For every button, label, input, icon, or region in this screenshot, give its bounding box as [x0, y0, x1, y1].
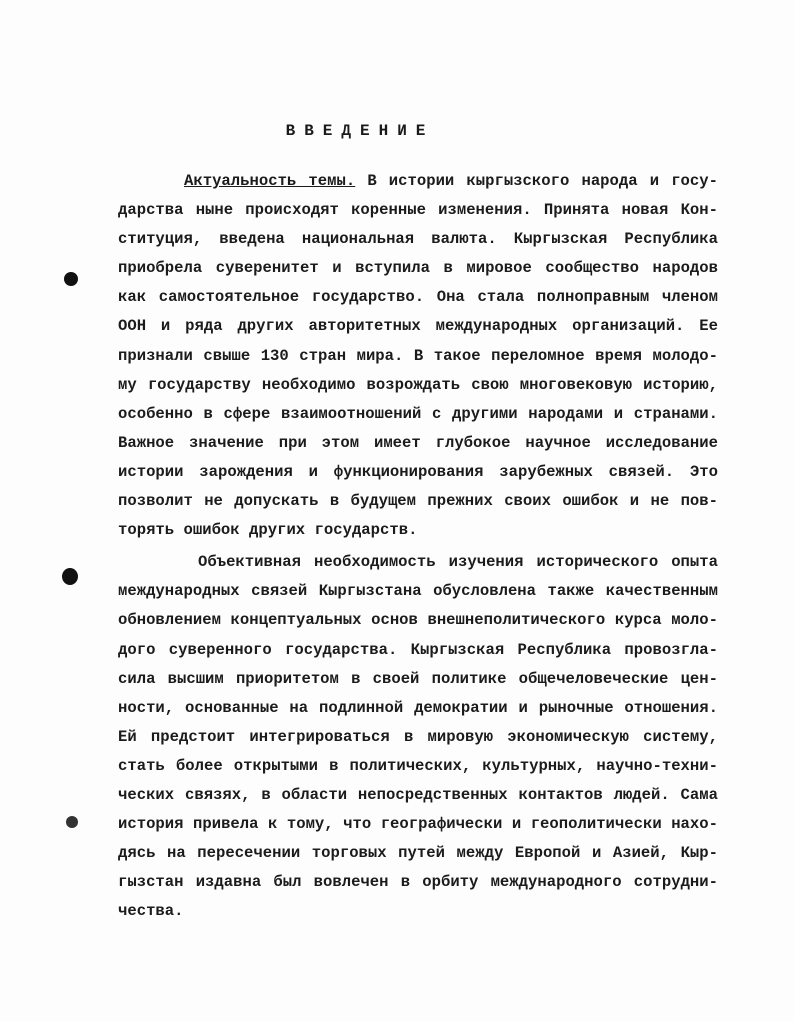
- text-line: ституция, введена национальная валюта. Кыргызская Республика: [118, 230, 718, 249]
- text-line: Объективная необходимость изучения исторического опыта: [198, 553, 718, 572]
- text-line: ности, основанные на подлинной демократии и рыночные отношения.: [118, 698, 718, 717]
- text-line: дясь на пересечении торговых путей между Европой и Азией, Кыр-: [118, 844, 718, 863]
- text-line: му государству необходимо возрождать свою многовековую историю,: [118, 375, 718, 394]
- text-line: международных связей Кыргызстана обусловлена также качественным: [118, 582, 718, 601]
- text-line: история привела к тому, что географически и геополитически нахо-: [118, 815, 718, 834]
- text-line: приобрела суверенитет и вступила в мировое сообщество народов: [118, 259, 718, 278]
- text-line: позволит не допускать в будущем прежних своих ошибок и не пов-: [118, 492, 718, 511]
- paragraph-1-first-line: [118, 167, 718, 196]
- text-line: дарства ныне происходят коренные изменения. Принята новая Кон-: [118, 201, 718, 220]
- text-line: истории зарождения и функционирования зарубежных связей. Это: [118, 462, 718, 481]
- text-line: ООН и ряда других авторитетных международных организаций. Ее: [118, 317, 718, 336]
- text-line: Ей предстоит интегрироваться в мировую экономическую систему,: [118, 727, 718, 746]
- text-line: особенно в сфере взаимоотношений с другими народами и странами.: [118, 404, 718, 423]
- text-line: чества.: [118, 902, 184, 921]
- page-title: ВВЕДЕНИЕ: [285, 122, 435, 140]
- text-line: дого суверенного государства. Кыргызская Республика провозгла-: [118, 640, 718, 659]
- ink-blot: [62, 568, 78, 585]
- ink-blot: [64, 272, 78, 286]
- document-body: [118, 167, 718, 926]
- text-line: сила высшим приоритетом в своей политике общечеловеческие цен-: [118, 669, 718, 688]
- text-line: стать более открытыми в политических, культурных, научно-техни-: [118, 756, 718, 775]
- text-line: Важное значение при этом имеет глубокое научное исследование: [118, 433, 718, 452]
- section-heading: Актуальность темы.: [184, 172, 356, 190]
- text-line: обновлением концептуальных основ внешнеполитического курса моло-: [118, 611, 718, 630]
- text-line: гызстан издавна был вовлечен в орбиту международного сотрудни-: [118, 873, 718, 892]
- text-line: признали свыше 130 стран мира. В такое переломное время молодо-: [118, 346, 718, 365]
- text-line: ческих связях, в области непосредственных контактов людей. Сама: [118, 785, 718, 804]
- text-line: торять ошибок других государств.: [118, 521, 418, 540]
- text-line: как самостоятельное государство. Она стала полноправным членом: [118, 288, 718, 307]
- ink-blot: [66, 816, 78, 828]
- text-line: В истории кыргызского народа и госу-: [355, 172, 718, 190]
